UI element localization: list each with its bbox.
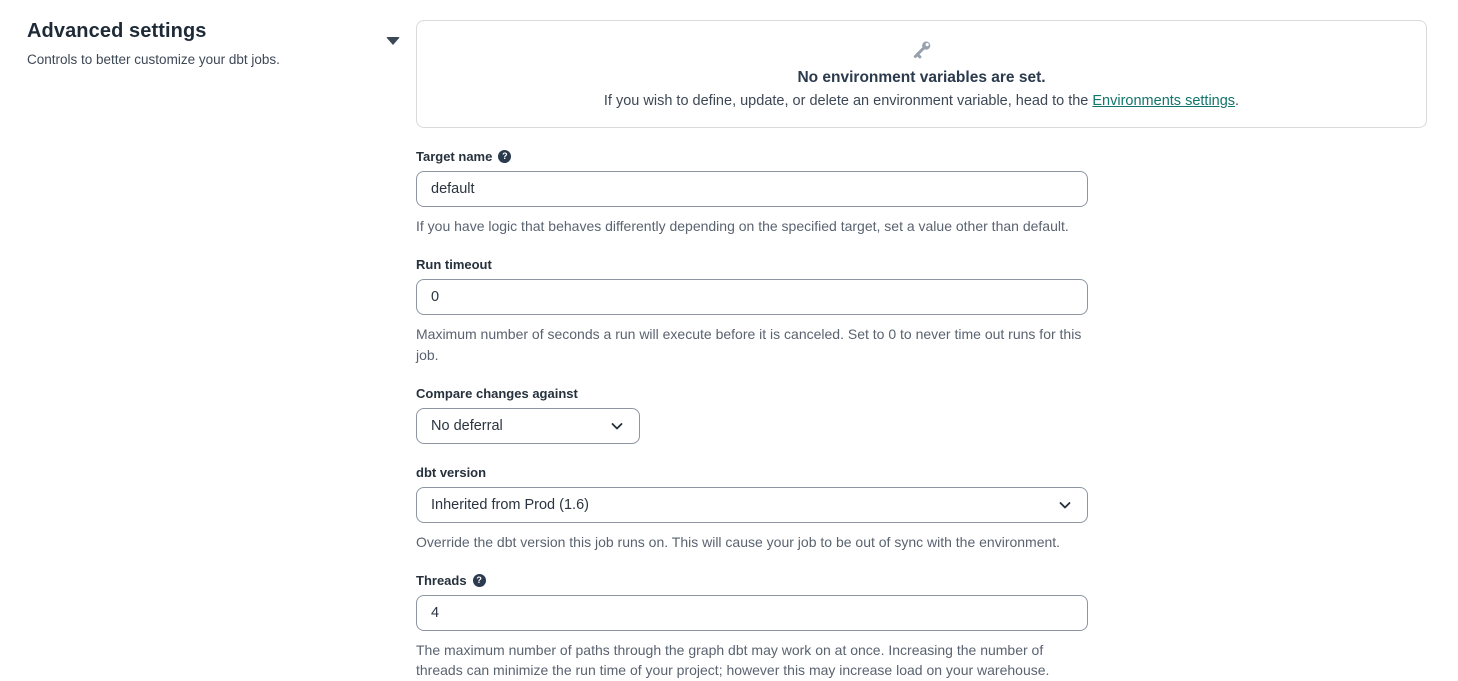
dbt-version-label — [416, 465, 1427, 480]
env-vars-body-suffix: . — [1235, 93, 1240, 109]
caret-down-icon[interactable] — [386, 37, 400, 45]
target-name-label-text: Target name — [416, 149, 493, 164]
env-vars-body — [437, 93, 1406, 109]
key-icon — [437, 38, 1406, 62]
compare-changes-select[interactable] — [416, 408, 640, 444]
field-compare-changes — [416, 386, 1427, 444]
chevron-down-icon — [1057, 497, 1073, 513]
help-icon[interactable]: ? — [473, 574, 486, 587]
threads-input[interactable] — [416, 595, 1088, 631]
field-threads — [416, 573, 1427, 681]
compare-changes-label-text: Compare changes against — [416, 385, 578, 401]
page-subtitle: Controls to better customize your dbt jobs. — [27, 52, 280, 67]
env-vars-heading: No environment variables are set. — [797, 69, 1046, 86]
compare-changes-selected-value: No deferral — [431, 417, 503, 434]
chevron-down-icon — [609, 418, 625, 434]
dbt-version-helper: Override the dbt version this job runs on. This will cause your job to be out of sync with the environment. — [416, 533, 1061, 550]
field-target-name — [416, 149, 1427, 236]
target-name-helper: If you have logic that behaves differently depending on the specified target, set a value other than default. — [416, 218, 1069, 234]
field-dbt-version — [416, 465, 1427, 552]
dbt-version-label-text: dbt version — [416, 464, 487, 480]
threads-label-text: Threads — [416, 573, 467, 589]
section-header — [27, 20, 400, 681]
threads-helper: The maximum number of paths through the graph dbt may work on at once. Increasing the number of threads can minimize the run time of your project; however this may increase load on your warehouse. — [416, 642, 1050, 679]
run-timeout-label — [416, 257, 1427, 272]
target-name-label — [416, 149, 1427, 164]
field-run-timeout — [416, 257, 1427, 365]
run-timeout-label-text: Run timeout — [416, 257, 492, 273]
dbt-version-select[interactable] — [416, 487, 1088, 523]
env-vars-empty-card — [416, 20, 1427, 128]
threads-label — [416, 573, 1427, 588]
environments-settings-link[interactable]: Environments settings — [1092, 93, 1236, 109]
compare-changes-label — [416, 386, 1427, 401]
run-timeout-input[interactable] — [416, 279, 1088, 315]
env-vars-body-prefix: If you wish to define, update, or delete an environment variable, head to the — [603, 93, 1093, 109]
dbt-version-selected-value: Inherited from Prod (1.6) — [431, 496, 589, 513]
run-timeout-helper: Maximum number of seconds a run will execute before it is canceled. Set to 0 to never time out runs for this job. — [416, 326, 1082, 363]
page-title: Advanced settings — [27, 20, 207, 42]
settings-form — [416, 20, 1427, 681]
help-icon[interactable]: ? — [498, 150, 511, 163]
target-name-input[interactable] — [416, 171, 1088, 207]
